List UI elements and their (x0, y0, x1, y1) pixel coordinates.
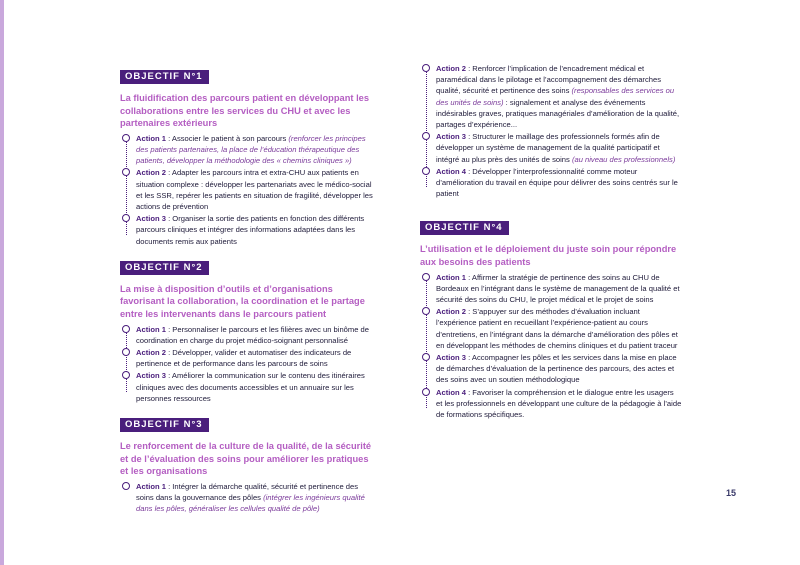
page-edge-decoration (0, 0, 4, 565)
circle-bullet-icon (422, 353, 430, 361)
circle-bullet-icon (422, 273, 430, 281)
action-item (136, 133, 375, 167)
objective-title: La fluidification des parcours patient en développant les collaborations entre les services du CHU et avec les partenaires extérieurs (120, 93, 369, 129)
left-column (120, 66, 375, 524)
action-label: Action 2 (436, 64, 466, 73)
action-text: : Accompagner les pôles et les services dans la mise en place de démarches d’évaluation de la pertinence des parcours, des actes et des soins avec un soutien méthodologique (436, 353, 677, 385)
action-text: : Améliorer la communication sur le contenu des itinéraires cliniques avec des documents accessibles et un annuaire sur les personnes ressources (136, 371, 365, 403)
action-label: Action 2 (136, 348, 166, 357)
action-item (136, 370, 375, 404)
action-note: (renforcer les principes des patients partenaires, la place de l’éducation thérapeutique des patients, développer la méthodologie des « chemins cliniques ») (136, 133, 366, 166)
objective-3 (120, 414, 375, 514)
action-item (136, 167, 375, 212)
action-item (136, 481, 375, 515)
action-label: Action 4 (436, 166, 466, 176)
action-item (436, 166, 682, 200)
circle-bullet-icon (422, 307, 430, 315)
circle-bullet-icon (422, 64, 430, 72)
action-label: Action 2 (436, 307, 466, 317)
objective-1 (120, 66, 375, 247)
circle-bullet-icon (122, 371, 130, 379)
action-item (136, 213, 375, 247)
action-note: (au niveau des professionnels) (571, 154, 676, 164)
action-item (436, 352, 682, 386)
action-label: Action 1 (136, 481, 166, 491)
objective-badge: OBJECTIF N°3 (120, 418, 209, 432)
circle-bullet-icon (122, 482, 130, 490)
circle-bullet-icon (422, 388, 430, 396)
objective-badge: OBJECTIF N°1 (120, 70, 209, 84)
action-list (120, 133, 375, 247)
objective-badge: OBJECTIF N°2 (120, 261, 209, 275)
action-note: (responsables des services ou des unités de soins) (436, 86, 675, 107)
action-item (436, 387, 682, 421)
action-text: : Intégrer la démarche qualité, sécurité et pertinence des soins dans la gouvernance des pôles (136, 481, 359, 502)
action-label: Action 3 (436, 353, 466, 363)
objective-title: Le renforcement de la culture de la qualité, de la sécurité et de l’évaluation des soins pour améliorer les pratiques et les organisations (120, 441, 372, 477)
objective-title: La mise à disposition d’outils et d’organisations favorisant la collaboration, la coordination et le partage entre les intervenants dans le parcours patient (120, 283, 365, 319)
action-list (420, 63, 682, 199)
action-text: : Adapter les parcours intra et extra-CHU aux patients en situation complexe : développer les partenariats avec le médico-social et les SSR, repérer les patients en situation de fragilité, développer les actions de prévention (136, 168, 373, 211)
action-item (436, 63, 682, 130)
action-note: (intégrer les ingénieurs qualité dans les pôles, généraliser les cellules qualité de pôle) (136, 493, 365, 514)
action-item (136, 347, 375, 369)
objective-4 (420, 217, 682, 420)
circle-bullet-icon (122, 214, 130, 222)
objective-2 (120, 257, 375, 404)
action-list (120, 481, 375, 515)
circle-bullet-icon (422, 132, 430, 140)
action-text: : Organiser la sortie des patients en fonction des différents parcours cliniques et intégrer des informations adaptées dans les documents remis aux patients (136, 214, 365, 246)
circle-bullet-icon (122, 168, 130, 176)
action-label: Action 4 (436, 387, 466, 397)
action-label: Action 1 (436, 272, 466, 282)
action-list (420, 272, 682, 421)
right-column (420, 63, 682, 430)
action-item (436, 272, 682, 306)
objective-badge: OBJECTIF N°4 (420, 221, 509, 235)
action-label: Action 3 (136, 371, 166, 381)
action-text-continued: : signalement et analyse des événements indésirables graves, pratiques managériales d’amélioration de la qualité, partages d’expérience... (436, 97, 680, 130)
action-item (436, 306, 682, 351)
circle-bullet-icon (122, 348, 130, 356)
action-text: : Développer l’interprofessionnalité comme moteur d’amélioration du travail en équipe pour délivrer des soins centrés sur le patient (436, 166, 678, 199)
action-text: : Favoriser la compréhension et le dialogue entre les usagers et les professionnels en développant une culture de la pédagogie à l’aide de formations spécifiques. (436, 387, 682, 420)
action-item (136, 324, 375, 346)
circle-bullet-icon (122, 325, 130, 333)
action-text: : Développer, valider et automatiser des indicateurs de pertinence et de performance dans les parcours de soins (136, 348, 352, 369)
page-number: 15 (726, 488, 737, 498)
action-label: Action 3 (136, 214, 166, 224)
objective-title: L’utilisation et le déploiement du juste soin pour répondre aux besoins des patients (420, 244, 677, 268)
action-text: : Associer le patient à son parcours (165, 133, 289, 143)
objective-3-continued (420, 63, 682, 199)
action-item (436, 131, 682, 165)
action-list (120, 324, 375, 404)
action-label: Action 2 (136, 168, 166, 178)
action-text: : Personnaliser le parcours et les filières avec un binôme de coordination en charge du projet médico-soignant personnalisé (136, 324, 369, 345)
action-text: : Affirmer la stratégie de pertinence des soins au CHU de Bordeaux en l’intégrant dans le système de management de la qualité et sécurité des soins du CHU, le projet médical et le projet de soins (436, 272, 680, 305)
circle-bullet-icon (422, 167, 430, 175)
action-text: : S’appuyer sur des méthodes d’évaluation incluant l’expérience patient en recueillant l’expérience-patient au cours d’entretiens, en l’intégrant dans la démarche d’amélioration des pôles et en développant les méthodes de chemins cliniques et du patient traceur (436, 307, 678, 350)
action-text: : Structurer le maillage des professionnels formés afin de développer un système de management de la qualité participatif et intégré au plus près des unités de soins (436, 132, 660, 164)
action-label: Action 3 (436, 132, 466, 142)
circle-bullet-icon (122, 134, 130, 142)
action-text: : Renforcer l’implication de l’encadrement médical et paramédical dans le pilotage et l’accompagnement des démarches qualité, sécurité et pertinence des soins (436, 64, 661, 96)
action-label: Action 1 (136, 324, 166, 334)
action-label: Action 1 (136, 133, 166, 143)
